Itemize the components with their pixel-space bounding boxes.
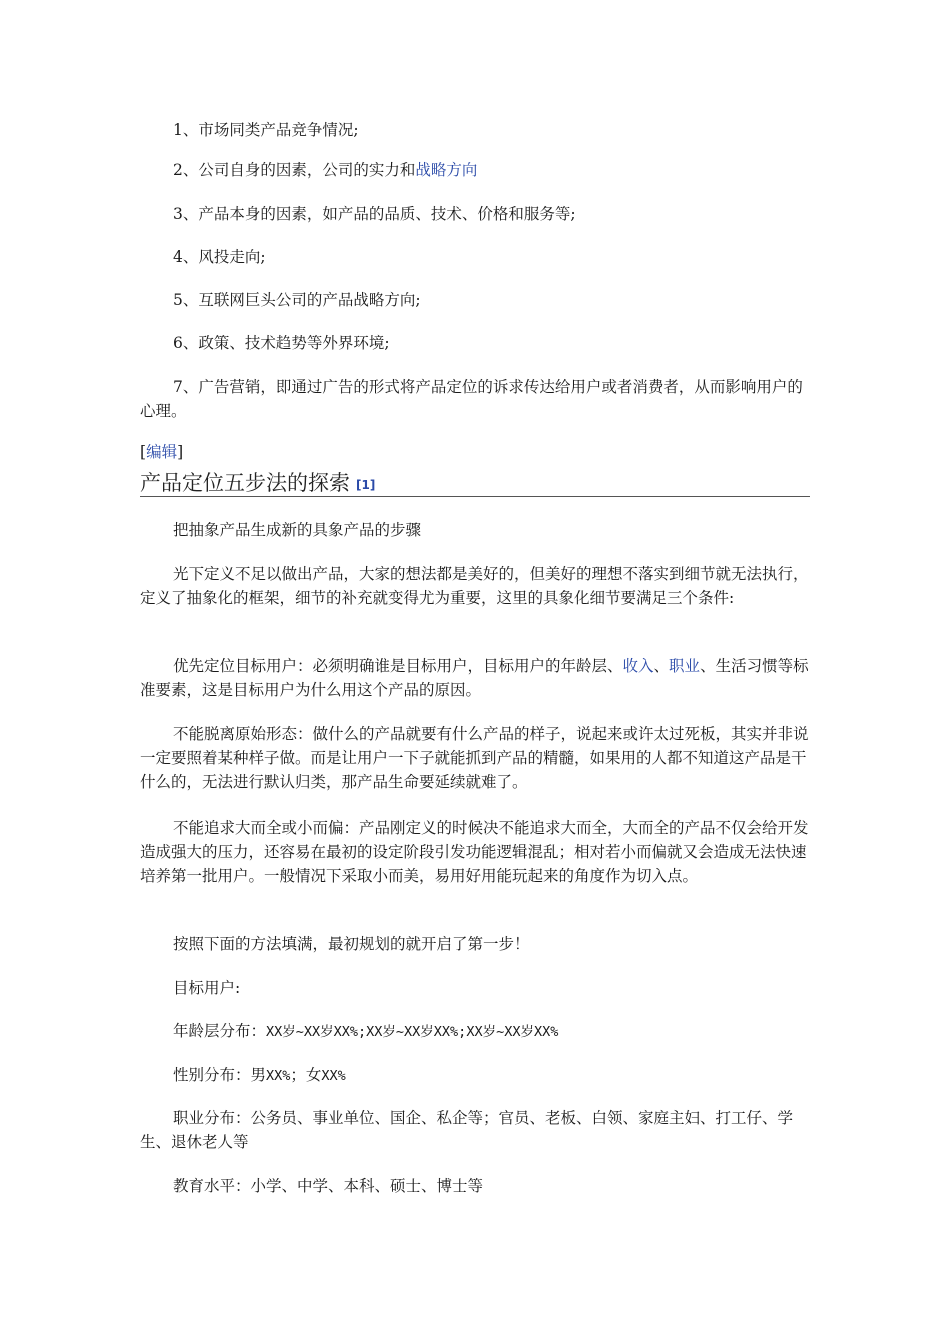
income-link[interactable]: 收入 xyxy=(622,657,654,675)
list-item-2-text: 2、公司自身的因素，公司的实力和 xyxy=(173,161,416,179)
section-heading xyxy=(140,470,810,497)
body-paragraph-4: 不能脱离原始形态：做什么的产品就要有什么产品的样子，说起来或许太过死板，其实并非说一定要照着某种样子做。而是让用户一下子就能抓到产品的精髓，如果用的人都不知道这产品是干什么的，无法进行默认归类，那产品生命要延续就难了。 xyxy=(140,725,809,791)
occupation-link[interactable]: 职业 xyxy=(669,657,701,675)
male-percent: XX% xyxy=(266,1068,291,1084)
body-paragraph-2: 光下定义不足以做出产品，大家的想法都是美好的，但美好的理想不落实到细节就无法执行，定义了抽象化的框架，细节的补充就变得尤为重要，这里的具象化细节要满足三个条件: xyxy=(140,565,809,607)
target-users-heading: 目标用户: xyxy=(173,979,241,997)
list-item-5: 5、互联网巨头公司的产品战略方向; xyxy=(173,291,421,309)
gender-distribution xyxy=(140,1063,810,1088)
body-paragraph-3-sep: 、 xyxy=(653,657,670,675)
age-distribution xyxy=(140,1019,810,1044)
occupation-distribution: 职业分布：公务员、事业单位、国企、私企等；官员、老板、白领、家庭主妇、打工仔、学生、退休老人等 xyxy=(140,1109,794,1151)
gender-distribution-label: 性别分布：男 xyxy=(173,1066,267,1084)
age-distribution-value: XX岁~XX岁XX%;XX岁~XX岁XX%;XX岁~XX岁XX% xyxy=(266,1024,559,1040)
list-item-6: 6、政策、技术趋势等外界环境; xyxy=(173,334,390,352)
list-item-4: 4、风投走向; xyxy=(173,248,266,266)
list-item-2 xyxy=(140,158,810,182)
list-item-7: 7、广告营销，即通过广告的形式将产品定位的诉求传达给用户或者消费者，从而影响用户的心理。 xyxy=(140,378,803,420)
female-percent: XX% xyxy=(321,1068,346,1084)
reference-link[interactable]: [1] xyxy=(356,478,376,492)
body-paragraph-3 xyxy=(140,654,810,702)
body-paragraph-5: 不能追求大而全或小而偏：产品刚定义的时候决不能追求大而全，大而全的产品不仅会给开发造成强大的压力，还容易在最初的设定阶段引发功能逻辑混乱；相对若小而偏就又会造成无法快速培养第一批用户。一般情况下采取小而美，易用好用能玩起来的角度作为切入点。 xyxy=(140,819,809,885)
age-distribution-label: 年龄层分布： xyxy=(173,1022,267,1040)
body-paragraph-6: 按照下面的方法填满，最初规划的就开启了第一步！ xyxy=(173,935,530,953)
list-item-3: 3、产品本身的因素，如产品的品质、技术、价格和服务等; xyxy=(173,205,576,223)
edit-bracket-close: ] xyxy=(177,443,184,461)
body-paragraph-3-text-a: 优先定位目标用户：必须明确谁是目标用户，目标用户的年龄层、 xyxy=(173,657,623,675)
section-title: 产品定位五步法的探索 xyxy=(140,471,350,495)
list-item-1: 1、市场同类产品竞争情况; xyxy=(173,121,359,139)
body-paragraph-3-text-b: 、生活习惯等标准要素，这是目标用户为什么用这个产品的原因。 xyxy=(140,657,809,699)
edit-section-control xyxy=(140,440,183,464)
strategy-direction-link[interactable]: 战略方向 xyxy=(415,161,478,179)
gender-separator: ；女 xyxy=(290,1066,322,1084)
education-level: 教育水平：小学、中学、本科、硕士、博士等 xyxy=(173,1177,484,1195)
edit-bracket-open: [ xyxy=(140,443,147,461)
body-paragraph-1: 把抽象产品生成新的具象产品的步骤 xyxy=(173,521,422,539)
edit-link[interactable]: 编辑 xyxy=(146,443,178,461)
